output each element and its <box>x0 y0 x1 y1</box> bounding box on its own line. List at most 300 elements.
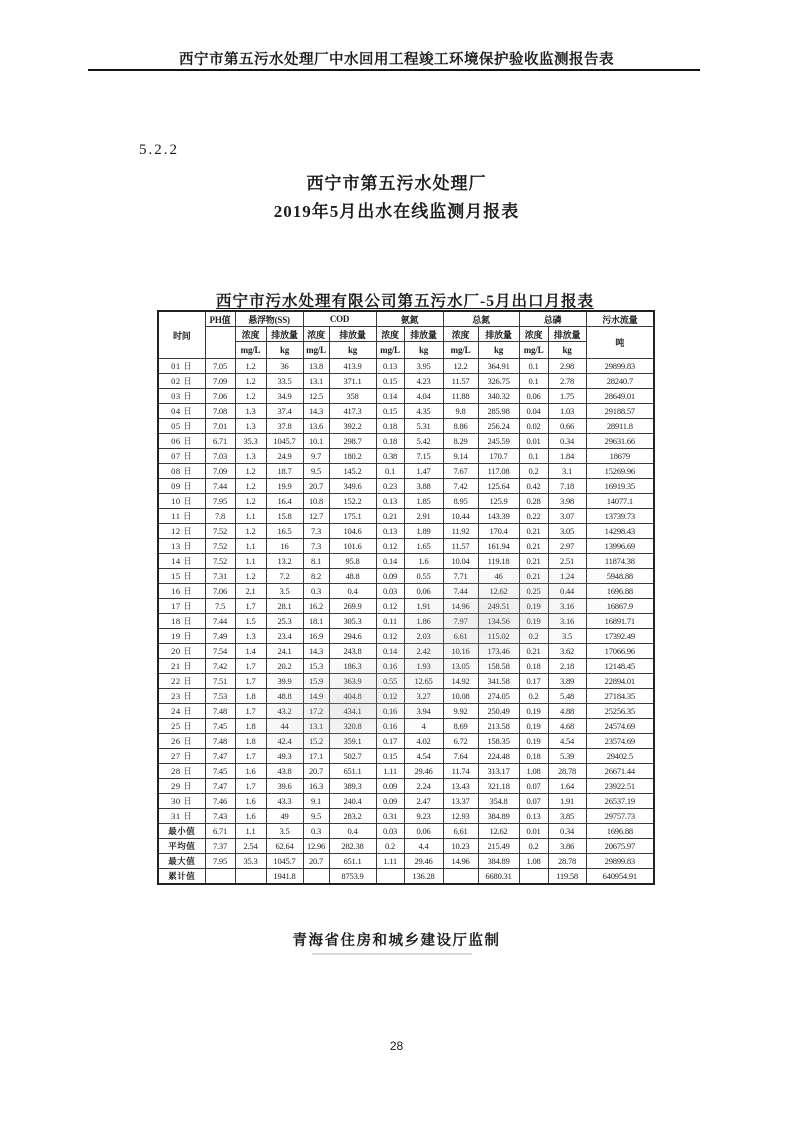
table-cell: 11.92 <box>443 524 478 539</box>
col-ss: 悬浮物(SS) <box>235 311 303 327</box>
table-cell: 1.93 <box>404 659 443 674</box>
table-cell: 7.47 <box>205 749 235 764</box>
table-cell: 14.3 <box>303 404 329 419</box>
table-cell: 0.14 <box>376 554 404 569</box>
table-cell: 2.24 <box>404 779 443 794</box>
table-cell: 4 <box>404 719 443 734</box>
table-cell: 43.8 <box>266 764 303 779</box>
table-cell: 0.38 <box>376 449 404 464</box>
table-cell: 35.3 <box>235 854 266 869</box>
table-cell: 7.97 <box>443 614 478 629</box>
table-cell: 10.8 <box>303 494 329 509</box>
table-cell: 12.62 <box>478 824 519 839</box>
table-cell: 15.2 <box>303 734 329 749</box>
table-cell: 15.9 <box>303 674 329 689</box>
table-cell: 2.47 <box>404 794 443 809</box>
table-cell: 0.06 <box>404 584 443 599</box>
table-cell: 7.45 <box>205 764 235 779</box>
table-cell: 6.61 <box>443 824 478 839</box>
table-cell: 16.3 <box>303 779 329 794</box>
row-label-cell: 12 日 <box>158 524 205 539</box>
table-cell: 152.2 <box>329 494 376 509</box>
table-cell: 12.93 <box>443 809 478 824</box>
table-cell: 240.4 <box>329 794 376 809</box>
table-cell: 175.1 <box>329 509 376 524</box>
table-cell: 43.3 <box>266 794 303 809</box>
table-cell: 1941.8 <box>266 869 303 885</box>
table-cell: 3.88 <box>404 479 443 494</box>
table-cell: 9.5 <box>303 809 329 824</box>
table-cell: 1.2 <box>235 374 266 389</box>
table-cell <box>443 869 478 885</box>
table-cell: 161.94 <box>478 539 519 554</box>
table-cell: 28240.7 <box>586 374 654 389</box>
table-cell: 28911.8 <box>586 419 654 434</box>
table-cell: 8.29 <box>443 434 478 449</box>
table-cell: 0.06 <box>404 824 443 839</box>
table-cell: 2.91 <box>404 509 443 524</box>
table-cell: 0.06 <box>519 389 548 404</box>
table-cell: 7.42 <box>443 479 478 494</box>
table-cell: 5.39 <box>548 749 586 764</box>
table-cell: 1.1 <box>235 539 266 554</box>
table-cell: 364.91 <box>478 359 519 374</box>
table-row <box>158 419 654 434</box>
row-label-cell: 04 日 <box>158 404 205 419</box>
table-cell: 1.8 <box>235 734 266 749</box>
row-label-cell: 31 日 <box>158 809 205 824</box>
table-cell: 0.07 <box>519 794 548 809</box>
table-row <box>158 839 654 854</box>
table-cell: 8.1 <box>303 554 329 569</box>
table-cell: 119.18 <box>478 554 519 569</box>
table-row <box>158 689 654 704</box>
table-cell <box>303 869 329 885</box>
flow-unit-ton: 吨 <box>586 327 654 359</box>
table-cell: 9.7 <box>303 449 329 464</box>
table-cell: 170.4 <box>478 524 519 539</box>
table-cell: 35.3 <box>235 434 266 449</box>
table-cell: 4.4 <box>404 839 443 854</box>
table-cell: 3.07 <box>548 509 586 524</box>
table-cell: 282.38 <box>329 839 376 854</box>
table-cell: 384.89 <box>478 854 519 869</box>
table-cell: 1.2 <box>235 494 266 509</box>
table-cell: 7.44 <box>443 584 478 599</box>
table-cell: 283.2 <box>329 809 376 824</box>
table-cell: 3.5 <box>266 584 303 599</box>
table-cell: 384.89 <box>478 809 519 824</box>
table-cell: 23922.51 <box>586 779 654 794</box>
table-cell: 0.2 <box>519 689 548 704</box>
table-row <box>158 719 654 734</box>
table-row <box>158 734 654 749</box>
table-cell: 1.6 <box>404 554 443 569</box>
table-row <box>158 509 654 524</box>
table-row <box>158 629 654 644</box>
table-cell: 0.17 <box>519 674 548 689</box>
table-cell: 6.71 <box>205 824 235 839</box>
table-cell: 0.34 <box>548 434 586 449</box>
table-cell: 10.1 <box>303 434 329 449</box>
table-row <box>158 434 654 449</box>
table-cell: 7.48 <box>205 734 235 749</box>
table-cell: 404.8 <box>329 689 376 704</box>
table-cell: 224.48 <box>478 749 519 764</box>
table-cell: 173.46 <box>478 644 519 659</box>
table-cell: 7.52 <box>205 539 235 554</box>
table-cell: 14.96 <box>443 599 478 614</box>
table-cell: 0.14 <box>376 389 404 404</box>
table-cell: 0.11 <box>376 614 404 629</box>
table-cell: 1.11 <box>376 764 404 779</box>
table-row <box>158 779 654 794</box>
table-cell: 7.43 <box>205 809 235 824</box>
row-label-cell: 20 日 <box>158 644 205 659</box>
tp-unit-mgl: mg/L <box>519 342 548 359</box>
table-cell: 1.7 <box>235 779 266 794</box>
table-cell: 119.58 <box>548 869 586 885</box>
table-cell: 18.7 <box>266 464 303 479</box>
table-cell: 17.2 <box>303 704 329 719</box>
table-cell: 7.2 <box>266 569 303 584</box>
row-label-cell: 10 日 <box>158 494 205 509</box>
table-cell: 1696.88 <box>586 824 654 839</box>
table-cell: 12.7 <box>303 509 329 524</box>
table-cell: 651.1 <box>329 854 376 869</box>
row-label-cell: 03 日 <box>158 389 205 404</box>
table-cell: 16.2 <box>303 599 329 614</box>
table-cell: 7.48 <box>205 704 235 719</box>
table-cell: 125.9 <box>478 494 519 509</box>
table-cell: 13996.69 <box>586 539 654 554</box>
table-cell: 1696.88 <box>586 584 654 599</box>
table-cell: 0.34 <box>548 824 586 839</box>
table-cell: 13.1 <box>303 374 329 389</box>
table-cell: 1.1 <box>235 824 266 839</box>
table-cell: 24.1 <box>266 644 303 659</box>
table-cell: 12.62 <box>478 584 519 599</box>
table-cell: 1.64 <box>548 779 586 794</box>
table-cell: 0.15 <box>376 749 404 764</box>
table-cell: 392.2 <box>329 419 376 434</box>
table-cell: 22894.01 <box>586 674 654 689</box>
table-cell: 0.4 <box>329 584 376 599</box>
table-cell: 4.88 <box>548 704 586 719</box>
table-cell: 0.21 <box>519 539 548 554</box>
row-label-cell: 17 日 <box>158 599 205 614</box>
table-cell: 49 <box>266 809 303 824</box>
table-cell: 13.37 <box>443 794 478 809</box>
row-label-cell: 11 日 <box>158 509 205 524</box>
row-label-cell: 21 日 <box>158 659 205 674</box>
table-cell: 1.8 <box>235 719 266 734</box>
table-cell: 4.54 <box>548 734 586 749</box>
table-cell: 17066.96 <box>586 644 654 659</box>
table-cell: 158.35 <box>478 734 519 749</box>
table-cell: 7.51 <box>205 674 235 689</box>
table-cell: 1.7 <box>235 749 266 764</box>
table-cell: 2.18 <box>548 659 586 674</box>
table-cell: 7.45 <box>205 719 235 734</box>
table-cell: 3.5 <box>548 629 586 644</box>
table-cell <box>235 869 266 885</box>
ammonia-unit-mgl: mg/L <box>376 342 404 359</box>
table-cell: 15269.96 <box>586 464 654 479</box>
table-cell: 11.57 <box>443 539 478 554</box>
table-cell: 117.08 <box>478 464 519 479</box>
table-cell: 36 <box>266 359 303 374</box>
table-cell: 9.23 <box>404 809 443 824</box>
table-cell: 0.55 <box>404 569 443 584</box>
table-cell: 1.2 <box>235 524 266 539</box>
table-cell: 0.13 <box>519 809 548 824</box>
table-cell: 3.85 <box>548 809 586 824</box>
tn-unit-kg: kg <box>478 342 519 359</box>
table-cell: 28.1 <box>266 599 303 614</box>
table-cell: 363.9 <box>329 674 376 689</box>
table-cell: 1.1 <box>235 554 266 569</box>
table-cell: 125.64 <box>478 479 519 494</box>
table-cell: 27184.35 <box>586 689 654 704</box>
row-label-cell: 最大值 <box>158 854 205 869</box>
table-cell: 0.19 <box>519 614 548 629</box>
row-label-cell: 22 日 <box>158 674 205 689</box>
table-cell: 3.94 <box>404 704 443 719</box>
table-row <box>158 749 654 764</box>
ss-emission: 排放量 <box>266 327 303 342</box>
table-cell: 12.96 <box>303 839 329 854</box>
table-cell: 95.8 <box>329 554 376 569</box>
table-cell: 29.46 <box>404 764 443 779</box>
table-cell: 0.04 <box>519 404 548 419</box>
col-flow: 污水流量 <box>586 311 654 327</box>
row-label-cell: 19 日 <box>158 629 205 644</box>
table-cell: 1.6 <box>235 794 266 809</box>
table-cell: 3.89 <box>548 674 586 689</box>
table-row <box>158 704 654 719</box>
table-cell: 1.7 <box>235 659 266 674</box>
table-cell: 10.08 <box>443 689 478 704</box>
row-label-cell: 06 日 <box>158 434 205 449</box>
row-label-cell: 16 日 <box>158 584 205 599</box>
table-cell: 13.2 <box>266 554 303 569</box>
table-cell: 0.25 <box>519 584 548 599</box>
table-cell: 0.19 <box>519 734 548 749</box>
table-cell: 10.23 <box>443 839 478 854</box>
report-title-line1: 西宁市第五污水处理厂 <box>306 174 487 193</box>
table-cell: 43.2 <box>266 704 303 719</box>
table-cell: 0.12 <box>376 599 404 614</box>
table-row <box>158 449 654 464</box>
table-cell: 145.2 <box>329 464 376 479</box>
table-row <box>158 539 654 554</box>
table-cell: 11.57 <box>443 374 478 389</box>
table-cell: 0.1 <box>376 464 404 479</box>
table-row <box>158 584 654 599</box>
table-cell: 25.3 <box>266 614 303 629</box>
monthly-report-table <box>157 310 655 885</box>
col-time: 时间 <box>158 311 205 359</box>
table-cell: 6.71 <box>205 434 235 449</box>
table-cell: 326.75 <box>478 374 519 389</box>
table-cell: 3.16 <box>548 599 586 614</box>
table-cell: 7.53 <box>205 689 235 704</box>
table-row <box>158 464 654 479</box>
table-cell: 1.75 <box>548 389 586 404</box>
table-cell: 7.54 <box>205 644 235 659</box>
table-cell: 20.7 <box>303 479 329 494</box>
footer-issuer: 青海省住房和城乡建设厅监制 <box>292 933 501 949</box>
table-cell: 0.01 <box>519 824 548 839</box>
row-label-cell: 23 日 <box>158 689 205 704</box>
table-cell: 2.1 <box>235 584 266 599</box>
table-cell: 7.42 <box>205 659 235 674</box>
table-body <box>158 359 654 885</box>
table-cell: 4.23 <box>404 374 443 389</box>
table-cell: 243.8 <box>329 644 376 659</box>
row-label-cell: 18 日 <box>158 614 205 629</box>
table-row <box>158 374 654 389</box>
table-cell: 0.19 <box>519 704 548 719</box>
table-cell: 1.8 <box>235 689 266 704</box>
table-cell: 0.21 <box>519 569 548 584</box>
table-cell: 2.03 <box>404 629 443 644</box>
table-cell: 0.42 <box>519 479 548 494</box>
table-cell: 29899.83 <box>586 854 654 869</box>
table-row <box>158 389 654 404</box>
table-cell: 8753.9 <box>329 869 376 885</box>
table-cell: 7.71 <box>443 569 478 584</box>
table-cell: 48.8 <box>329 569 376 584</box>
table-cell: 0.22 <box>519 509 548 524</box>
table-cell: 0.16 <box>376 704 404 719</box>
table-cell: 0.12 <box>376 629 404 644</box>
table-cell: 2.54 <box>235 839 266 854</box>
table-cell: 5948.88 <box>586 569 654 584</box>
table-cell: 0.17 <box>376 734 404 749</box>
table-cell: 0.2 <box>519 629 548 644</box>
table-cell <box>519 869 548 885</box>
table-cell: 7.01 <box>205 419 235 434</box>
table-cell: 1.7 <box>235 674 266 689</box>
table-cell: 1.2 <box>235 569 266 584</box>
table-cell: 7.09 <box>205 464 235 479</box>
table-cell: 115.02 <box>478 629 519 644</box>
table-cell: 1.3 <box>235 449 266 464</box>
report-title-line2: 2019年5月出水在线监测月报表 <box>273 202 520 221</box>
tp-concentration: 浓度 <box>519 327 548 342</box>
ammonia-concentration: 浓度 <box>376 327 404 342</box>
table-row <box>158 614 654 629</box>
table-cell: 358 <box>329 389 376 404</box>
table-cell: 9.1 <box>303 794 329 809</box>
table-cell: 651.1 <box>329 764 376 779</box>
table-cell: 0.21 <box>519 554 548 569</box>
table-cell: 1.5 <box>235 614 266 629</box>
table-cell: 20.7 <box>303 764 329 779</box>
table-cell: 7.15 <box>404 449 443 464</box>
table-cell: 7.8 <box>205 509 235 524</box>
table-cell: 245.59 <box>478 434 519 449</box>
table-cell: 24574.69 <box>586 719 654 734</box>
tn-unit-mgl: mg/L <box>443 342 478 359</box>
table-cell: 1.84 <box>548 449 586 464</box>
table-cell: 101.6 <box>329 539 376 554</box>
table-cell: 9.5 <box>303 464 329 479</box>
row-label-cell: 27 日 <box>158 749 205 764</box>
row-label-cell: 24 日 <box>158 704 205 719</box>
table-cell: 7.08 <box>205 404 235 419</box>
table-cell: 320.8 <box>329 719 376 734</box>
table-cell: 11874.38 <box>586 554 654 569</box>
table-cell: 0.09 <box>376 569 404 584</box>
table-cell: 10.16 <box>443 644 478 659</box>
table-cell: 2.51 <box>548 554 586 569</box>
table-cell: 134.56 <box>478 614 519 629</box>
table-cell: 9.8 <box>443 404 478 419</box>
table-cell: 1.6 <box>235 764 266 779</box>
table-cell: 44 <box>266 719 303 734</box>
table-cell: 23.4 <box>266 629 303 644</box>
ss-unit-kg: kg <box>266 342 303 359</box>
table-cell: 0.09 <box>376 779 404 794</box>
table-cell: 16891.71 <box>586 614 654 629</box>
table-cell: 0.01 <box>519 434 548 449</box>
table-cell: 0.21 <box>519 524 548 539</box>
table-cell: 10.04 <box>443 554 478 569</box>
table-cell: 13.6 <box>303 419 329 434</box>
table-cell: 9.92 <box>443 704 478 719</box>
table-cell: 10.44 <box>443 509 478 524</box>
table-row <box>158 869 654 885</box>
table-cell: 340.32 <box>478 389 519 404</box>
table-row <box>158 359 654 374</box>
table-cell: 12.65 <box>404 674 443 689</box>
table-cell: 62.64 <box>266 839 303 854</box>
table-cell: 3.16 <box>548 614 586 629</box>
row-label-cell: 09 日 <box>158 479 205 494</box>
col-ph-empty <box>205 327 235 359</box>
table-title: 西宁市污水处理有限公司第五污水厂-5月出口月报表 <box>216 293 594 310</box>
cod-unit-mgl: mg/L <box>303 342 329 359</box>
table-cell: 7.37 <box>205 839 235 854</box>
table-cell: 8.2 <box>303 569 329 584</box>
table-cell: 0.09 <box>376 794 404 809</box>
table-cell: 5.31 <box>404 419 443 434</box>
table-cell: 1.85 <box>404 494 443 509</box>
table-cell: 3.5 <box>266 824 303 839</box>
table-row <box>158 569 654 584</box>
table-cell: 4.02 <box>404 734 443 749</box>
table-cell: 15.3 <box>303 659 329 674</box>
table-cell: 28.78 <box>548 854 586 869</box>
table-cell: 28.78 <box>548 764 586 779</box>
row-label-cell: 13 日 <box>158 539 205 554</box>
row-label-cell: 15 日 <box>158 569 205 584</box>
table-cell: 389.3 <box>329 779 376 794</box>
table-cell: 0.1 <box>519 359 548 374</box>
table-cell: 0.16 <box>376 719 404 734</box>
table-cell: 7.49 <box>205 629 235 644</box>
table-cell: 1.24 <box>548 569 586 584</box>
table-cell: 14298.43 <box>586 524 654 539</box>
table-cell: 1.3 <box>235 404 266 419</box>
table-cell: 2.98 <box>548 359 586 374</box>
table-cell: 1.89 <box>404 524 443 539</box>
table-cell: 1.2 <box>235 389 266 404</box>
tn-emission: 排放量 <box>478 327 519 342</box>
